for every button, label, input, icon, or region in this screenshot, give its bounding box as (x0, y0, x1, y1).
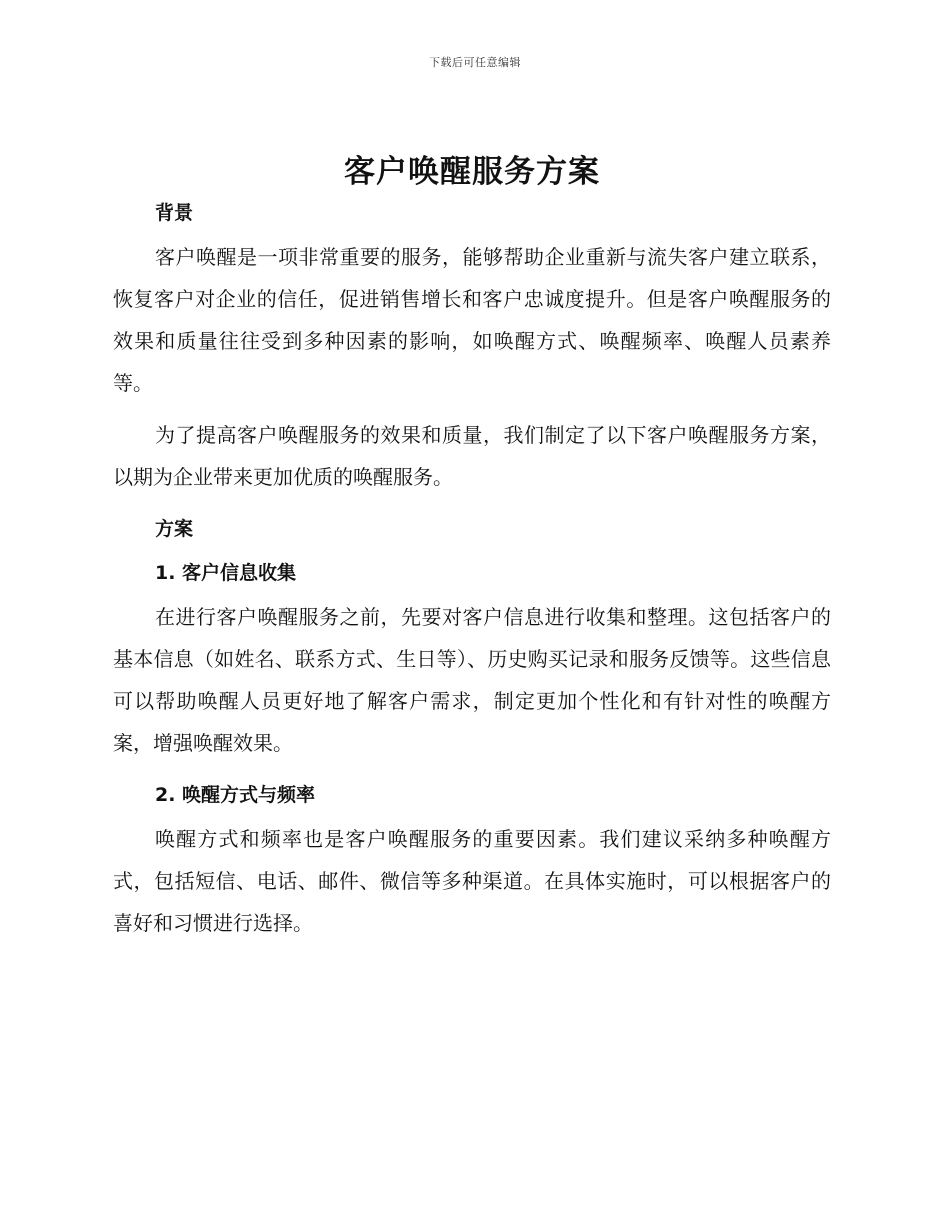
section-heading-plan: 方案 (155, 518, 194, 540)
background-paragraph-2: 为了提高客户唤醒服务的效果和质量，我们制定了以下客户唤醒服务方案，以期为企业带来更加优质的唤醒服务。 (113, 423, 831, 489)
page-header: 下载后可任意编辑 (429, 56, 521, 69)
background-paragraph-1: 客户唤醒是一项非常重要的服务，能够帮助企业重新与流失客户建立联系，恢复客户对企业的信任，促进销售增长和客户忠诚度提升。但是客户唤醒服务的效果和质量往往受到多种因素的影响，如唤醒方式、唤醒频率、唤醒人员素养等。 (113, 245, 831, 395)
subsection-heading-method-frequency: 2. 唤醒方式与频率 (155, 784, 316, 806)
document-title: 客户唤醒服务方案 (344, 154, 600, 190)
info-collection-paragraph: 在进行客户唤醒服务之前，先要对客户信息进行收集和整理。这包括客户的基本信息（如姓名、联系方式、生日等）、历史购买记录和服务反馈等。这些信息可以帮助唤醒人员更好地了解客户需求，制定更加个性化和有针对性的唤醒方案，增强唤醒效果。 (113, 605, 831, 755)
section-heading-background: 背景 (155, 202, 194, 224)
subsection-heading-info-collection: 1. 客户信息收集 (155, 562, 297, 584)
method-frequency-paragraph: 唤醒方式和频率也是客户唤醒服务的重要因素。我们建议采纳多种唤醒方式，包括短信、电话、邮件、微信等多种渠道。在具体实施时，可以根据客户的喜好和习惯进行选择。 (113, 827, 831, 935)
document-body (113, 148, 831, 944)
